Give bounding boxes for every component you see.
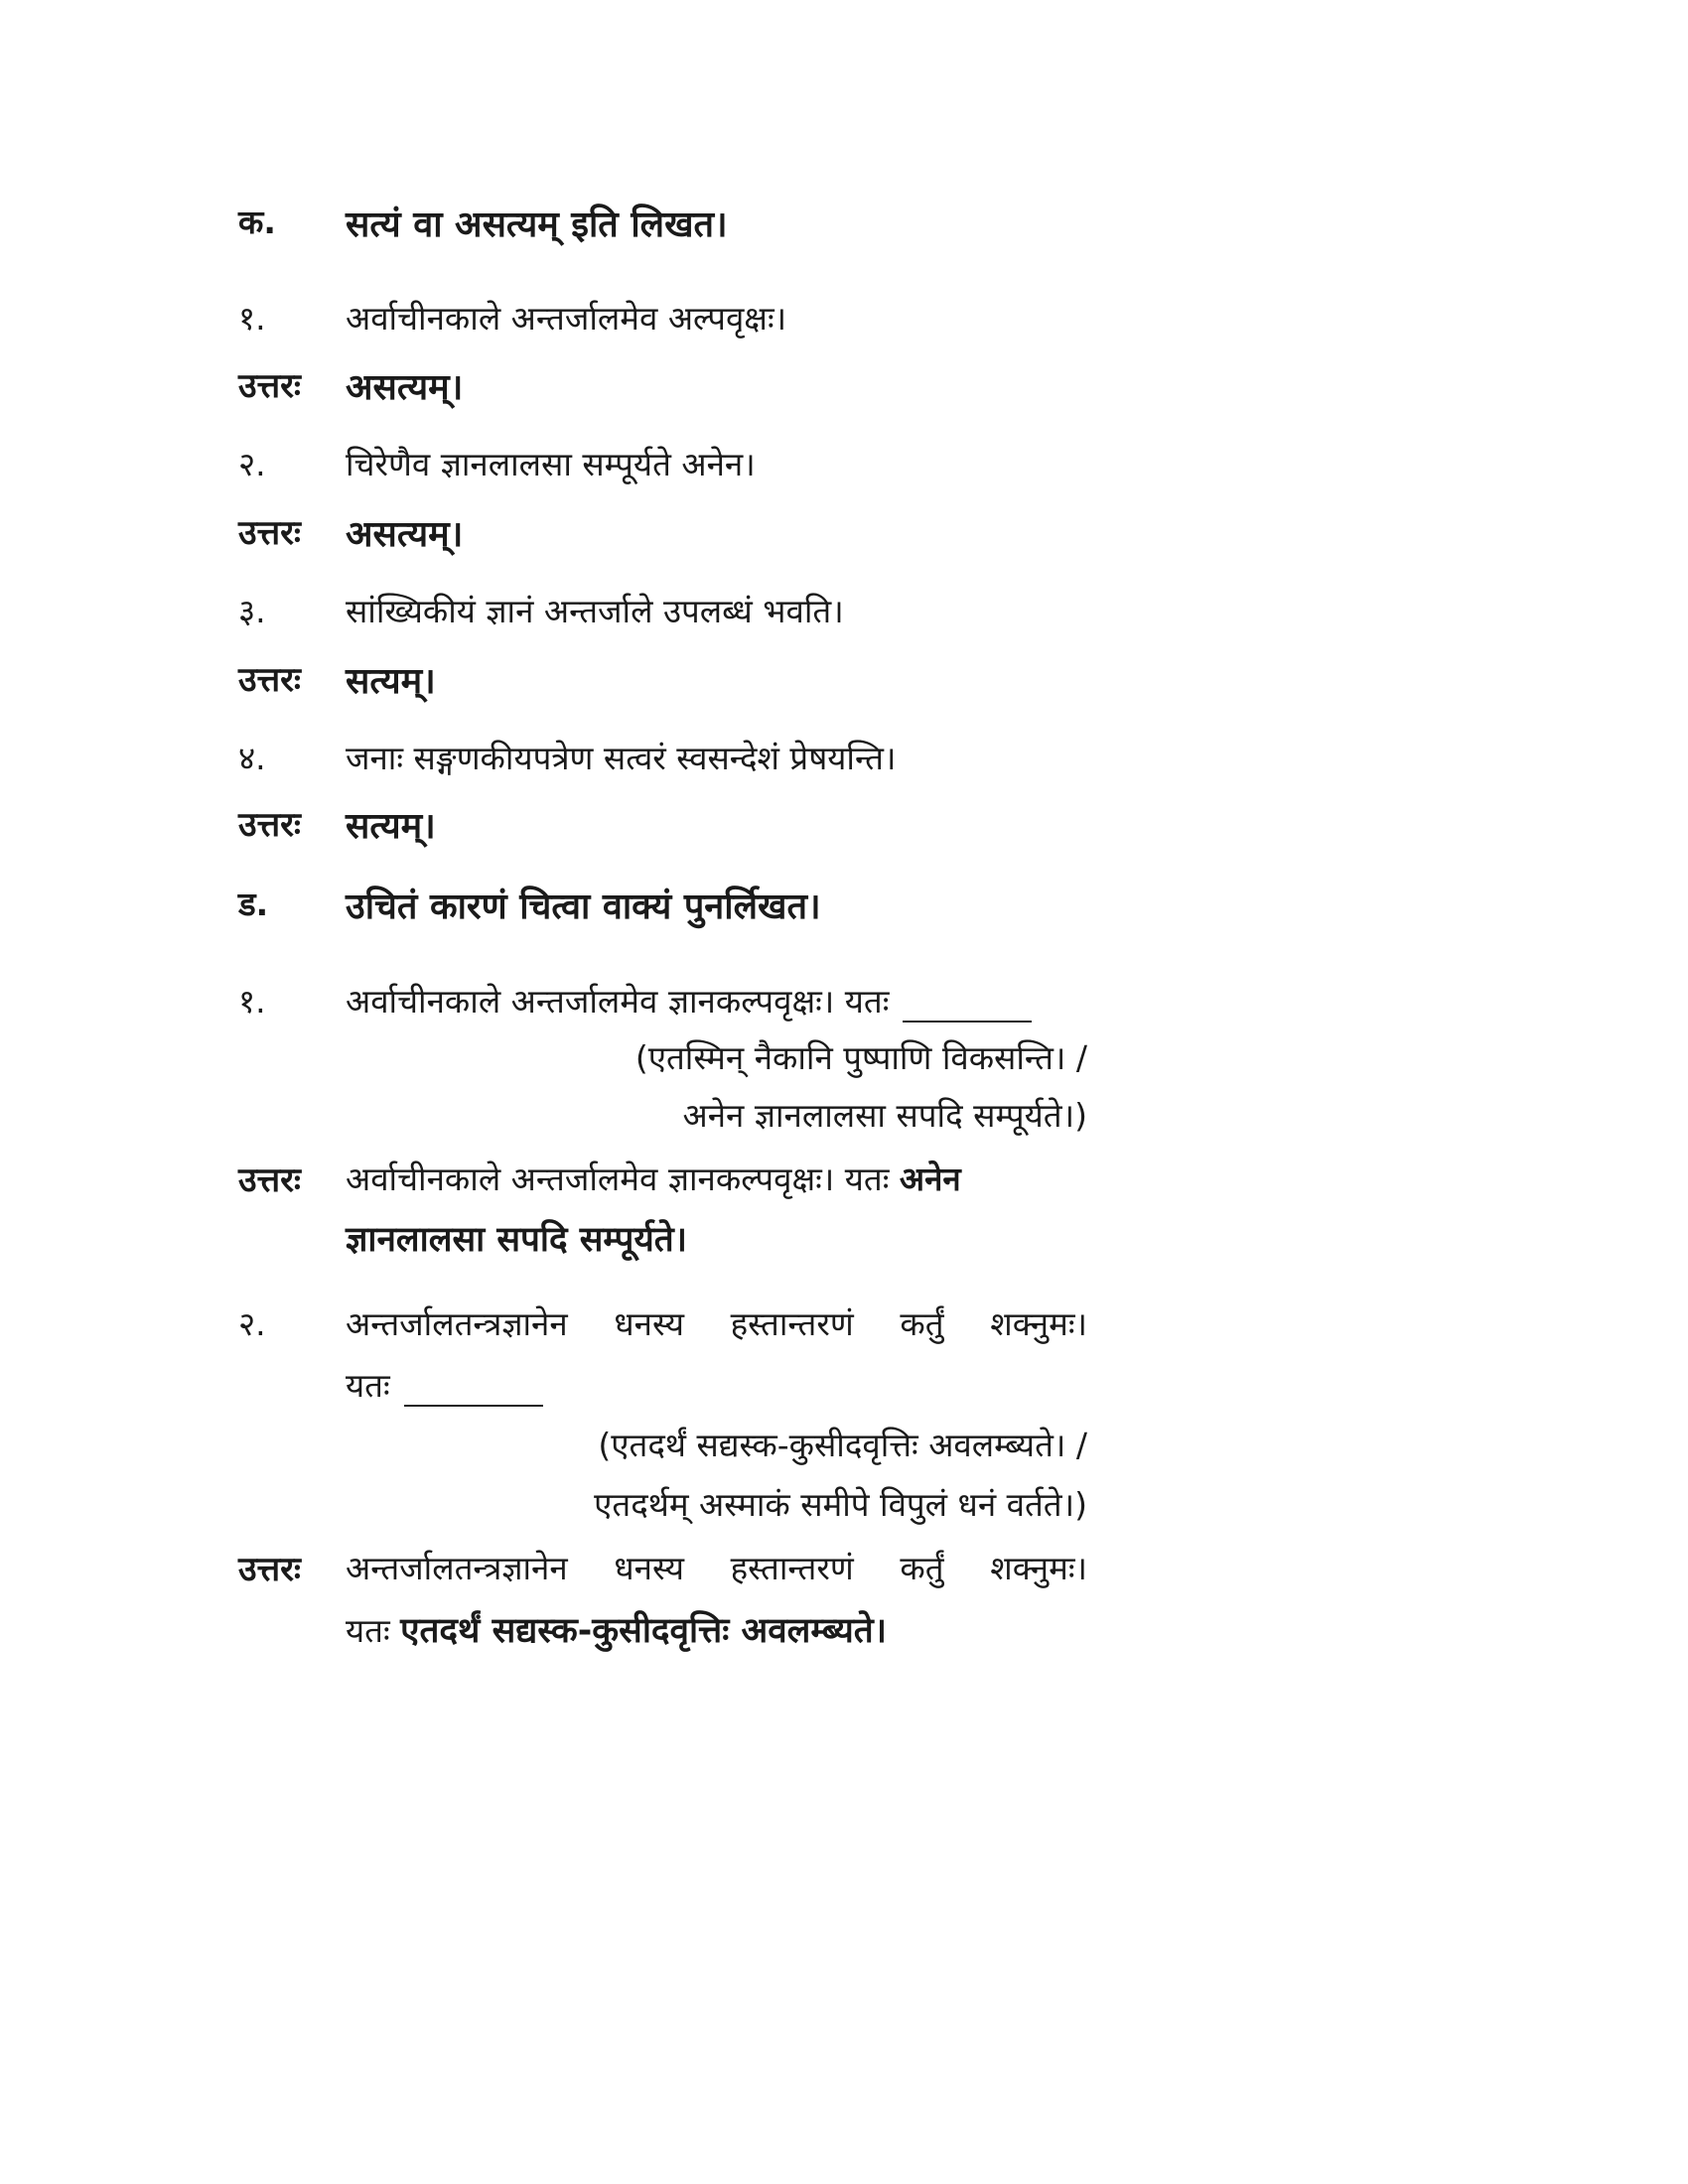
ka-question-number: ३. bbox=[238, 592, 266, 630]
fill-blank bbox=[404, 1375, 543, 1407]
da-answer-1-bold-part-1: अनेन bbox=[899, 1160, 961, 1198]
word: हस्तान्तरणं bbox=[730, 1304, 854, 1343]
section-ka-heading: सत्यं वा असत्यम् इति लिखत। bbox=[346, 205, 728, 245]
answer-label: उत्तरः bbox=[238, 660, 301, 700]
answer-label: उत्तरः bbox=[238, 366, 301, 406]
word: धनस्य bbox=[614, 1549, 684, 1587]
word: धनस्य bbox=[614, 1304, 684, 1343]
word: शक्नुमः। bbox=[990, 1304, 1087, 1343]
da-question-1-option-1: (एतस्मिन् नैकानि पुष्पाणि विकसन्ति। / bbox=[634, 1038, 1087, 1077]
answer-label: उत्तरः bbox=[238, 1550, 301, 1589]
ka-answer-value: सत्यम्। bbox=[346, 806, 436, 847]
da-answer-2-line-1 bbox=[346, 1545, 1087, 1589]
ka-question-text: चिरेणैव ज्ञानलालसा सम्पूर्यते अनेन। bbox=[346, 445, 756, 483]
da-question-2-yatah: यतः bbox=[346, 1366, 390, 1405]
word: अन्तर्जालतन्त्रज्ञानेन bbox=[346, 1304, 568, 1343]
section-ka-label: क. bbox=[238, 203, 276, 241]
da-answer-1-bold-part-2: ज्ञानलालसा सपदि सम्पूर्यते। bbox=[346, 1220, 687, 1260]
da-answer-1-line-1 bbox=[346, 1156, 961, 1200]
ka-question-text: जनाः सङ्गणकीयपत्रेण सत्वरं स्वसन्देशं प्रेषयन्ति। bbox=[346, 739, 897, 777]
answer-label: उत्तरः bbox=[238, 513, 301, 553]
fill-blank bbox=[903, 991, 1032, 1023]
ka-question-text: अर्वाचीनकाले अन्तर्जालमेव अल्पवृक्षः। bbox=[346, 299, 787, 338]
ka-answer-value: असत्यम्। bbox=[346, 514, 464, 555]
da-question-2-text bbox=[346, 1300, 1087, 1345]
da-question-2-option-1: (एतदर्थं सद्यस्क-कुसीदवृत्तिः अवलम्ब्यते। / bbox=[598, 1426, 1087, 1464]
answer-label: उत्तरः bbox=[238, 805, 301, 845]
word: कर्तुं bbox=[900, 1304, 944, 1343]
da-answer-2-bold: एतदर्थं सद्यस्क-कुसीदवृत्तिः अवलम्ब्यते। bbox=[400, 1611, 887, 1651]
da-answer-2-yatah: यतः bbox=[346, 1611, 390, 1650]
ka-question-number: २. bbox=[238, 445, 266, 483]
word: शक्नुमः। bbox=[990, 1549, 1087, 1587]
ka-answer-value: असत्यम्। bbox=[346, 367, 464, 408]
da-question-1-text bbox=[346, 978, 1032, 1023]
word: अन्तर्जालतन्त्रज्ञानेन bbox=[346, 1549, 568, 1587]
da-question-1-option-2: अनेन ज्ञानलालसा सपदि सम्पूर्यते।) bbox=[682, 1096, 1087, 1135]
section-da-heading: उचितं कारणं चित्वा वाक्यं पुनर्लिखत। bbox=[346, 887, 821, 927]
ka-question-text: सांख्यिकीयं ज्ञानं अन्तर्जाले उपलब्धं भवति। bbox=[346, 592, 844, 630]
da-question-2-cont bbox=[346, 1362, 543, 1407]
da-question-2-option-2: एतदर्थम् अस्माकं समीपे विपुलं धनं वर्तते।) bbox=[594, 1485, 1087, 1524]
da-answer-2-line-2 bbox=[346, 1606, 887, 1653]
word: कर्तुं bbox=[900, 1549, 944, 1587]
answer-label: उत्तरः bbox=[238, 1160, 301, 1200]
word: हस्तान्तरणं bbox=[730, 1549, 854, 1587]
da-question-2-number: २. bbox=[238, 1304, 266, 1343]
ka-question-number: ४. bbox=[238, 739, 266, 777]
da-question-1-sentence: अर्वाचीनकाले अन्तर्जालमेव ज्ञानकल्पवृक्षः। यतः bbox=[346, 982, 890, 1021]
da-answer-1-plain: अर्वाचीनकाले अन्तर्जालमेव ज्ञानकल्पवृक्षः। यतः bbox=[346, 1160, 890, 1198]
section-da-label: ड. bbox=[238, 885, 269, 923]
ka-answer-value: सत्यम्। bbox=[346, 661, 436, 702]
da-question-1-number: १. bbox=[238, 982, 266, 1021]
ka-question-number: १. bbox=[238, 299, 266, 338]
